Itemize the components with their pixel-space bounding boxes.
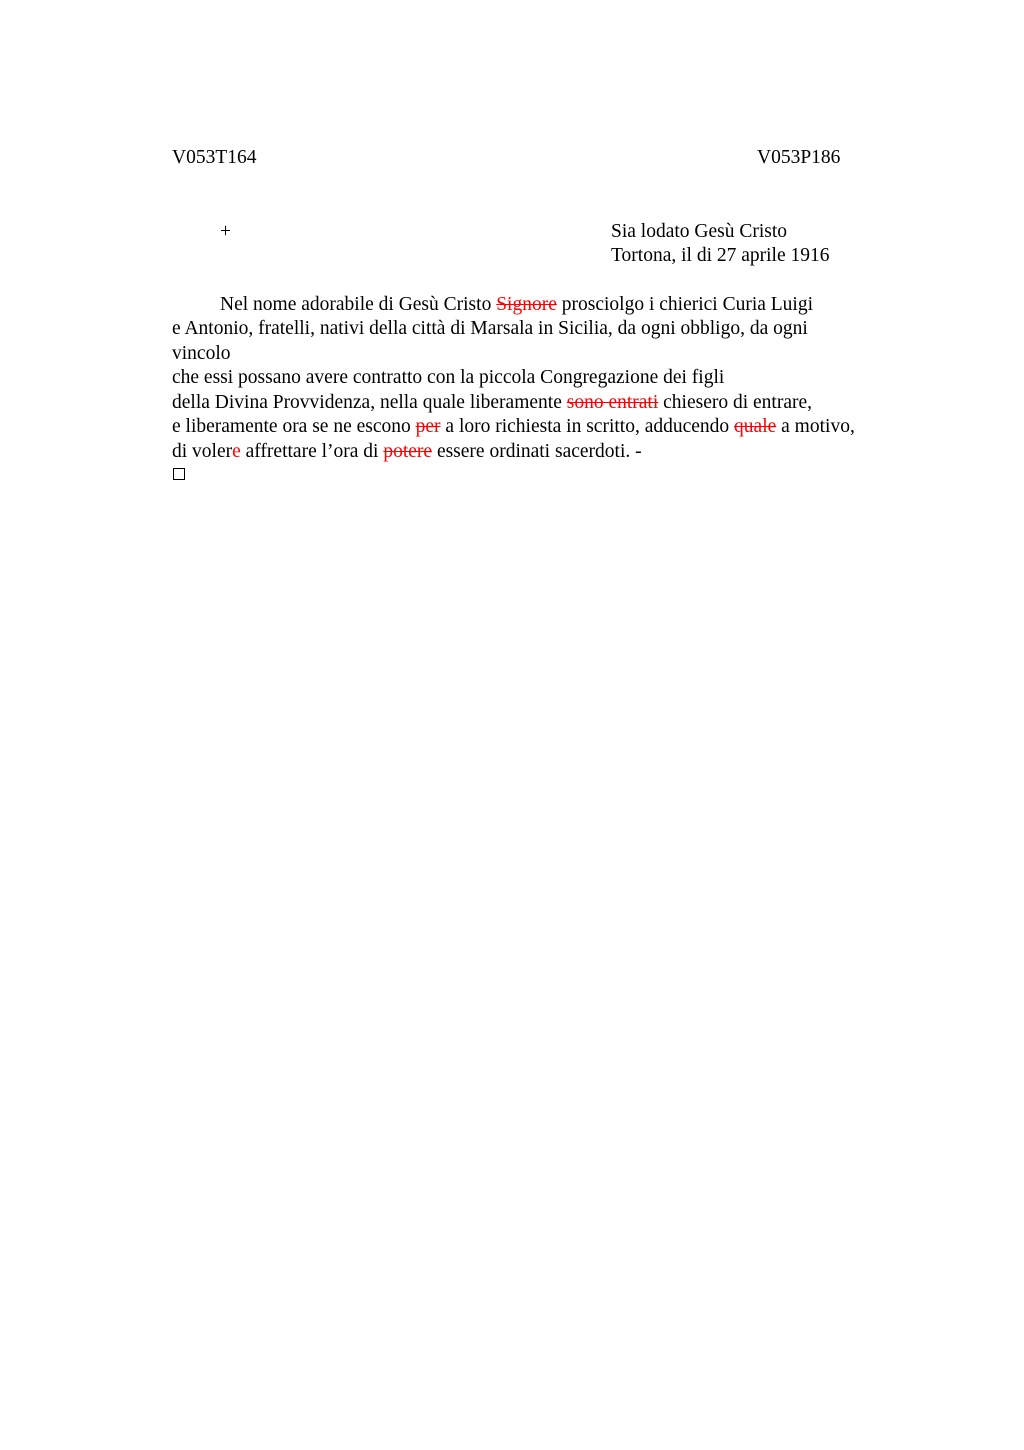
deleted-word: Signore	[496, 294, 557, 315]
body-line-7	[172, 440, 642, 464]
body-line-1	[220, 293, 813, 317]
body-line-5	[172, 391, 812, 415]
body-text: della Divina Provvidenza, nella quale liberamente	[172, 392, 567, 413]
end-marker-square-icon	[173, 468, 185, 480]
cross-symbol: +	[220, 221, 231, 242]
deleted-word: per	[415, 416, 441, 437]
body-line-3: vincolo	[172, 343, 231, 364]
body-text: a motivo,	[776, 416, 855, 437]
body-text: e liberamente ora se ne escono	[172, 416, 416, 437]
body-text: prosciolgo i chierici Curia Luigi	[556, 294, 814, 315]
body-text: affrettare l’ora di	[240, 441, 384, 462]
body-line-4: che essi possano avere contratto con la piccola Congregazione dei figli	[172, 367, 725, 388]
body-text: di voler	[172, 441, 233, 462]
place-date: Tortona, il di 27 aprile 1916	[611, 245, 830, 266]
body-text: Nel nome adorabile di Gesù Cristo	[220, 294, 497, 315]
deleted-word: potere	[383, 441, 433, 462]
invocation: Sia lodato Gesù Cristo	[611, 221, 788, 242]
body-text: chiesero di entrare,	[658, 392, 813, 413]
header-right-code: V053P186	[757, 147, 841, 168]
deleted-word: quale	[734, 416, 777, 437]
inserted-letter: e	[232, 441, 241, 462]
body-line-6	[172, 415, 855, 439]
body-text: essere ordinati sacerdoti. -	[432, 441, 642, 462]
body-text: a loro richiesta in scritto, adducendo	[440, 416, 735, 437]
header-left-code: V053T164	[172, 147, 257, 168]
deleted-words: sono entrati	[566, 392, 659, 413]
body-line-2: e Antonio, fratelli, nativi della città di Marsala in Sicilia, da ogni obbligo, da ogni	[172, 318, 808, 339]
